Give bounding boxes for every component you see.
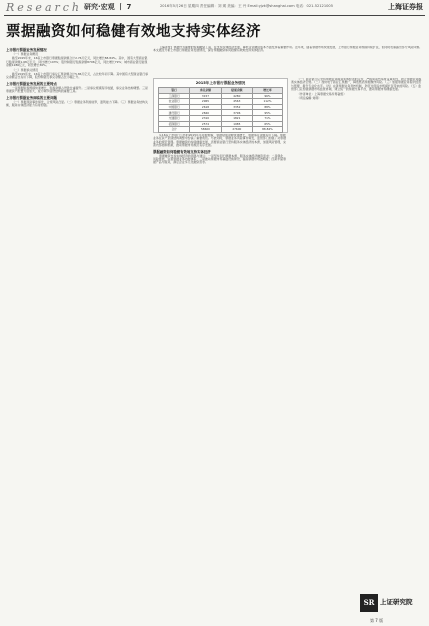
page-label: 第 7 版 (370, 618, 384, 623)
table-cell: 1985 (221, 121, 252, 127)
paragraph: （一）商业银行应坚持票据业务服务实体经济的定位，严格审查贸易背景真实性，防止票据业务脱离实体经济空转。（二）加快电子商业汇票推广，降低纸质票据操作风险。（三）加强票据业务集中经营与管理，提升专业化水平。（四）完善票据业务考核机制，防范过度追求规模扩张带来的风险。（五）监管部门应加强票据市场监管协调，建立统一的票据交易平台，推动票据市场健康发展。 (291, 78, 422, 92)
table-cell: 65% (252, 121, 282, 127)
section-heading: 票据融资如何稳健有效地支持实体经济 (153, 149, 211, 154)
paragraph: 从16家上市银行公布的2015年年报数据看，票据贴现余额快速增长，票据承兑余额有所下降。票据业务在资产负债结构调整中扮演了重要角色。与此同时，票据业务风险事件频发，监管部门加强了对票据业务的规范管理。票据融资的持续健康发展，需要商业银行坚持服务实体经济的本源，加强风险管理，完善内部控制机制，推动票据市场规范有序发展。 (153, 134, 286, 148)
paragraph: 截至2015年末，16家上市银行承兑汇票余额合计5.86万亿元，占比较年初下降。其中国有大型商业银行承兑余额占比有所下降，股份制银行承兑余额占比小幅上升。 (6, 72, 148, 80)
table-cell: 3157 (190, 93, 221, 99)
table-cell: 合计 (159, 127, 190, 133)
logo-text: 上证研究院 (380, 598, 413, 606)
section-title: 研究·宏观 丨 7 (84, 3, 132, 11)
table-cell: 2965 (190, 99, 221, 105)
logo-mark-icon: SR (360, 594, 378, 612)
section-heading: 上市银行票据业务发展情况 (6, 48, 47, 52)
table-cell: 58600 (190, 127, 221, 133)
table-cell: 2840 (190, 110, 221, 116)
table-header-cell: 增长率 (252, 88, 282, 94)
data-table (158, 87, 283, 133)
editor-note (153, 46, 423, 76)
table-cell: 3796 (221, 110, 252, 116)
paper-name: 上海证券报 (388, 3, 423, 11)
table-cell: 农业银行 (159, 99, 190, 105)
table-cell: 4280 (221, 93, 252, 99)
table-row (159, 127, 283, 133)
table-cell: 112% (252, 99, 282, 105)
table-cell: 招商银行 (159, 121, 190, 127)
table-cell: 88.84% (252, 127, 282, 133)
article-headline: 票据融资如何稳健有效地支持实体经济 (6, 24, 261, 40)
table-cell: 71% (252, 115, 282, 121)
section-wordmark: Research (6, 1, 83, 14)
table-header-cell: 贴现余额 (221, 88, 252, 94)
table-cell: 1821 (221, 115, 252, 121)
table-cell: 2618 (190, 104, 221, 110)
table-title: 2015年上市银行票据业务情况 (195, 81, 246, 85)
author-note: （作者单位：上海票据交易所筹备组） (297, 91, 347, 96)
table-cell: 3352 (221, 104, 252, 110)
table-cell: 88% (252, 104, 282, 110)
table-header-cell: 承兑余额 (190, 88, 221, 94)
section-heading: 上市银行票据业务发展的主要特点 (6, 81, 57, 86)
masthead (0, 0, 429, 16)
table-cell: 建设银行 (159, 110, 190, 116)
data-table-box (153, 78, 288, 133)
table-cell: 27600 (221, 127, 252, 133)
paragraph: 票据融资支持实体经济的思路与建议：一是坚持回归票据本源，服务实体经济融资需求；二是强化风险管控，完善票据业务内控体系；三是推动票据市场基础设施建设，提高票据市场透明度；四是丰富票据产品与服务，满足企业多元化融资需求。 (153, 153, 286, 165)
table-cell: 96% (252, 93, 282, 99)
paragraph: 截至2015年末，16家上市银行票据贴现余额合计2.76万亿元，同比增长88.84%。其中，国有大型商业银行贴现余额1.68万亿元，同比增长103%；股份制银行贴现余额8796亿元，同比增长79%；城市商业银行贴现余额1286亿元，同比增长36%。 (6, 56, 148, 68)
column-right (291, 78, 423, 586)
table-cell: 交通银行 (159, 115, 190, 121)
paragraph: 【编者按】票据作为重要的短期融资工具，在支持实体经济发展、降低企业融资成本方面发挥着重要作用。近年来，随着票据市场快速发展，上市银行票据业务规模持续扩张，但同时也暴露出部分风险问题。本文通过分析上市银行票据业务发展情况，探讨票据融资如何稳健有效地支持实体经济。 (153, 46, 423, 53)
table-cell: 2310 (190, 115, 221, 121)
table-cell: 4563 (221, 99, 252, 105)
institute-logo (360, 594, 424, 618)
column-middle (153, 134, 286, 590)
column-left (6, 46, 148, 590)
paragraph: （一）票据风险事件频发，合规风险凸显。（二）票据业务利差收窄，盈利能力下降。（三）票据业务结构失衡，服务实体经济能力有待加强。 (6, 99, 148, 108)
table-cell: 工商银行 (159, 93, 190, 99)
signoff: （责任编辑 刘瑛） (297, 96, 322, 101)
table-cell: 95% (252, 110, 282, 116)
table-cell: 中国银行 (159, 104, 190, 110)
paragraph: 一是票据贴现规模快速增长，贴现余额占贷款比重提升。二是承兑规模有所收缩，承兑业务结构调整。三是票据资产配置力度加大，成为调节信贷结构的重要工具。 (6, 85, 148, 94)
table-header-cell: 银行 (159, 88, 190, 94)
paragraph: （一）票据业务概况 (12, 52, 39, 56)
table-cell: 2574 (190, 121, 221, 127)
issue-info: 2016年5月26日 星期四 责任编辑：刘 瑛 美编：王 丹 Email:yjzk@shanghai.com 电话：021-52121005 (160, 4, 333, 8)
paragraph: （二）票据承兑情况 (12, 67, 39, 72)
header-rule (4, 15, 425, 16)
section-heading: 上市银行票据业务面临的主要问题 (6, 95, 57, 100)
